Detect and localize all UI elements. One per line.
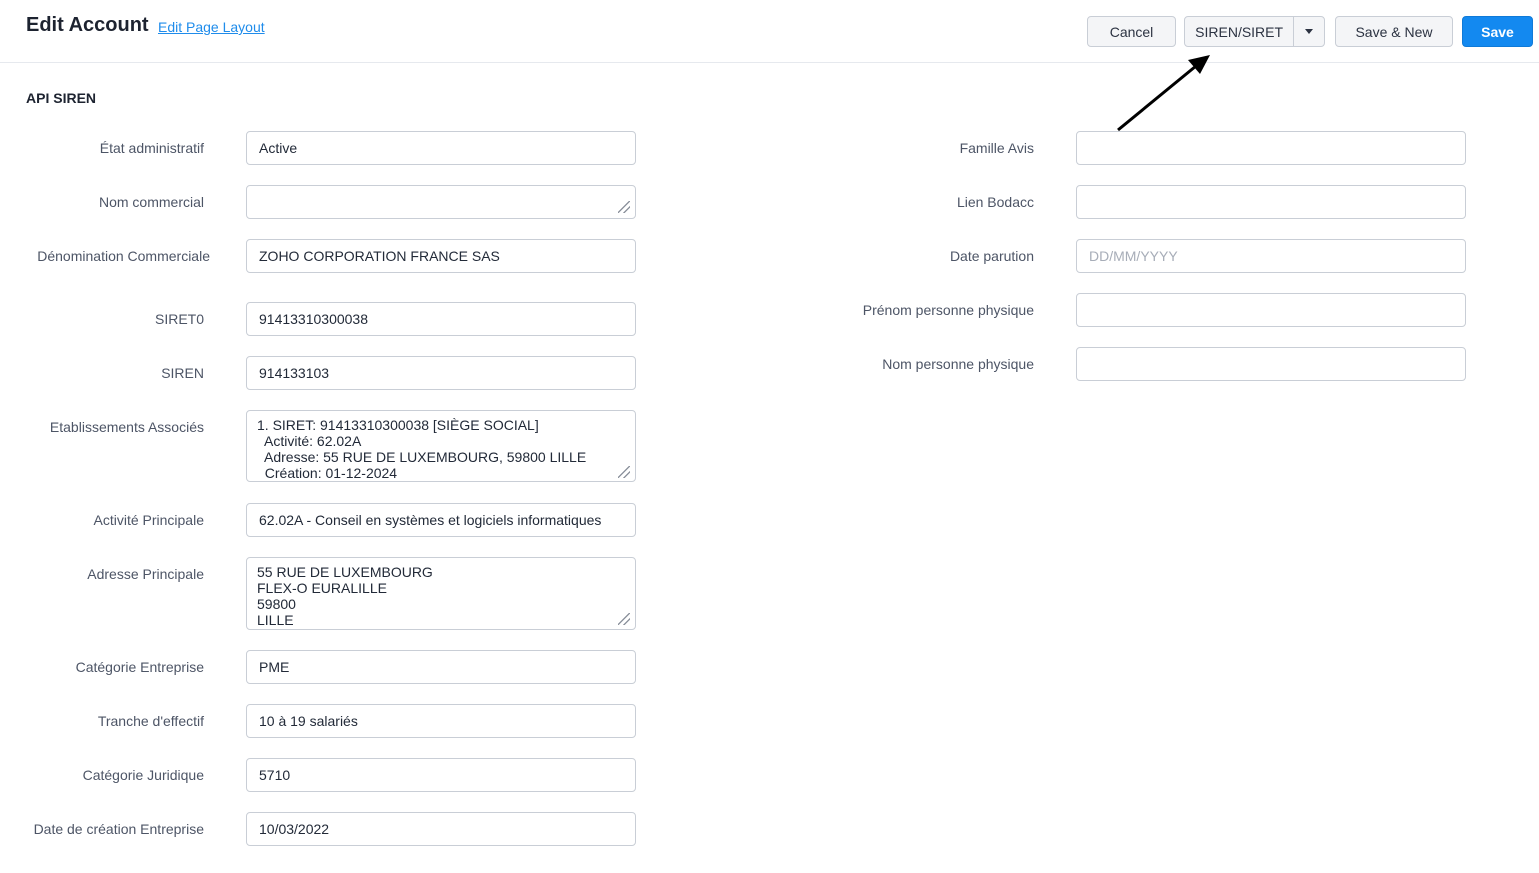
label-nom-personne-physique: Nom personne physique bbox=[882, 356, 1034, 372]
cancel-button[interactable]: Cancel bbox=[1087, 16, 1176, 47]
section-title: API SIREN bbox=[26, 90, 97, 106]
label-lien-bodacc: Lien Bodacc bbox=[956, 194, 1034, 210]
save-and-new-button[interactable]: Save & New bbox=[1335, 16, 1453, 47]
activite-principale-input[interactable] bbox=[246, 503, 636, 537]
label-tranche-effectif: Tranche d'effectif bbox=[97, 713, 204, 729]
prenom-personne-physique-input[interactable] bbox=[1076, 293, 1466, 327]
label-date-creation-entreprise: Date de création Entreprise bbox=[33, 821, 204, 837]
nom-commercial-textarea[interactable] bbox=[246, 185, 636, 219]
label-nom-commercial: Nom commercial bbox=[98, 194, 204, 210]
label-famille-avis: Famille Avis bbox=[959, 140, 1034, 156]
nom-personne-physique-input[interactable] bbox=[1076, 347, 1466, 381]
famille-avis-input[interactable] bbox=[1076, 131, 1466, 165]
resize-handle-icon[interactable] bbox=[618, 201, 630, 213]
label-etat-administratif: État administratif bbox=[99, 140, 204, 156]
etablissements-associes-textarea[interactable] bbox=[246, 410, 636, 482]
label-prenom-personne-physique: Prénom personne physique bbox=[862, 302, 1034, 318]
page-title: Edit Account bbox=[26, 14, 149, 36]
adresse-principale-textarea[interactable] bbox=[246, 557, 636, 630]
tranche-effectif-input[interactable] bbox=[246, 704, 636, 738]
label-categorie-juridique: Catégorie Juridique bbox=[82, 767, 204, 783]
siren-siret-dropdown-toggle[interactable] bbox=[1294, 17, 1324, 46]
siret0-input[interactable] bbox=[246, 302, 636, 336]
siren-siret-button[interactable]: SIREN/SIRET bbox=[1185, 17, 1294, 46]
label-activite-principale: Activité Principale bbox=[93, 512, 204, 528]
siren-siret-button-group bbox=[1184, 16, 1325, 47]
label-date-parution: Date parution bbox=[949, 248, 1034, 264]
label-categorie-entreprise: Catégorie Entreprise bbox=[75, 659, 204, 675]
categorie-juridique-input[interactable] bbox=[246, 758, 636, 792]
etat-administratif-input[interactable] bbox=[246, 131, 636, 165]
caret-down-icon bbox=[1305, 29, 1313, 34]
page-header bbox=[0, 0, 1539, 63]
resize-handle-icon[interactable] bbox=[618, 466, 630, 478]
save-button[interactable]: Save bbox=[1462, 16, 1533, 47]
label-etablissements-associes: Etablissements Associés bbox=[49, 419, 204, 435]
resize-handle-icon[interactable] bbox=[618, 613, 630, 625]
siren-input[interactable] bbox=[246, 356, 636, 390]
date-creation-entreprise-input[interactable] bbox=[246, 812, 636, 846]
date-parution-input[interactable] bbox=[1076, 239, 1466, 273]
label-siren: SIREN bbox=[161, 365, 204, 381]
denomination-commerciale-input[interactable] bbox=[246, 239, 636, 273]
edit-page-layout-link[interactable]: Edit Page Layout bbox=[158, 19, 265, 35]
categorie-entreprise-input[interactable] bbox=[246, 650, 636, 684]
label-adresse-principale: Adresse Principale bbox=[87, 566, 204, 582]
label-denomination-commerciale: Dénomination Commerciale bbox=[37, 248, 210, 264]
label-siret0: SIRET0 bbox=[154, 311, 204, 327]
lien-bodacc-input[interactable] bbox=[1076, 185, 1466, 219]
